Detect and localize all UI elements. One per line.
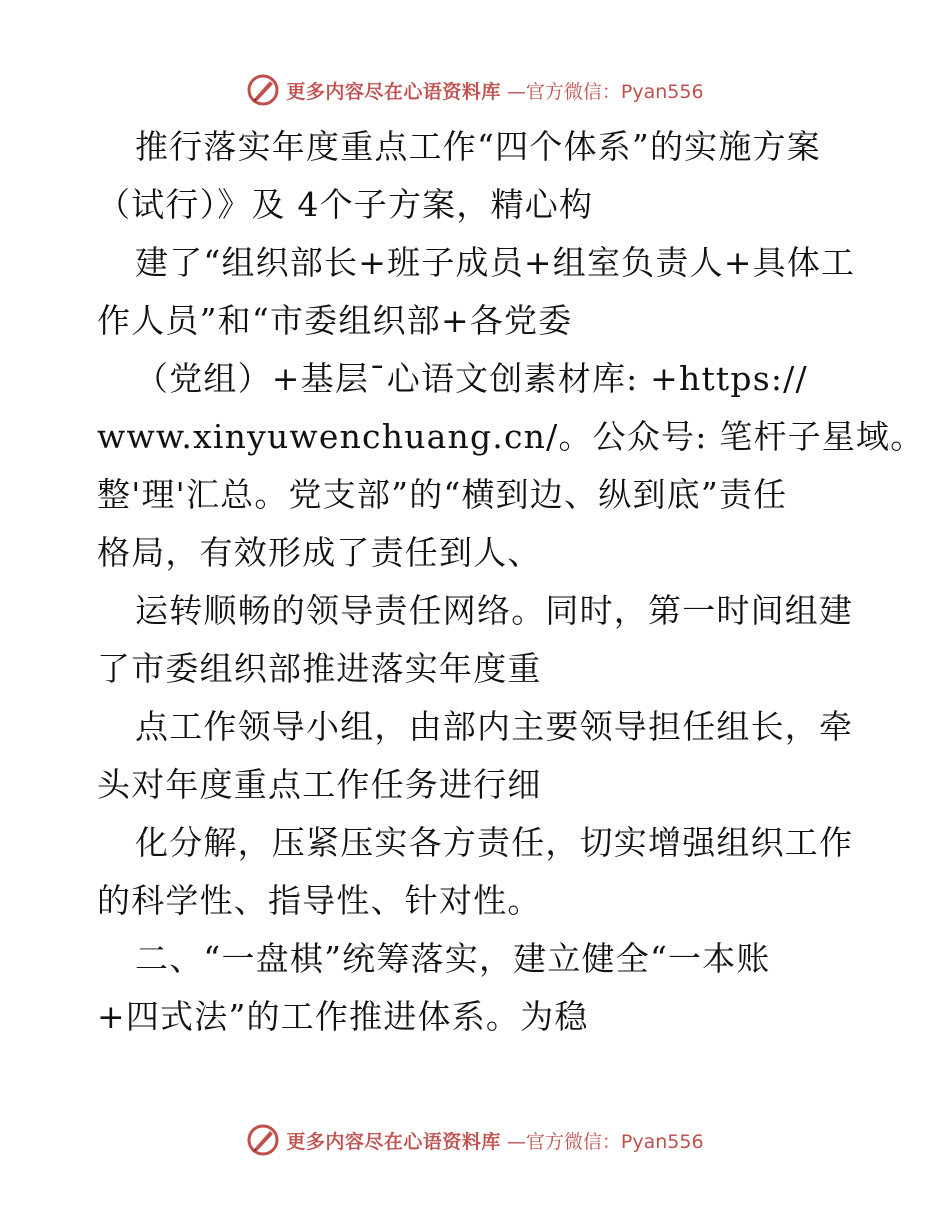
body-line: 头对年度重点工作任务进行细 xyxy=(97,765,542,804)
watermark-site-text: 更多内容尽在心语资料库 xyxy=(286,1130,501,1153)
footer-watermark xyxy=(0,1120,950,1160)
body-line: 了市委组织部推进落实年度重 xyxy=(97,649,542,688)
body-line: （党组）+基层¯心语文创素材库: +https:// xyxy=(135,359,808,398)
body-line: 的科学性、指导性、针对性。 xyxy=(97,881,542,920)
watermark-site-text: 更多内容尽在心语资料库 xyxy=(286,80,501,103)
body-line: 格局，有效形成了责任到人、 xyxy=(97,533,542,572)
body-line: 点工作领导小组，由部内主要领导担任组长，牵 xyxy=(135,707,854,746)
watermark-wechat-text: —官方微信：Pyan556 xyxy=(506,1130,704,1153)
watermark-wechat-text: —官方微信：Pyan556 xyxy=(506,80,704,103)
quill-pen-logo-icon xyxy=(246,73,280,107)
header-watermark xyxy=(0,70,950,110)
body-line: 建了“组织部长+班子成员+组室负责人+具体工 xyxy=(135,243,856,282)
body-line: 化分解，压紧压实各方责任，切实增强组织工作 xyxy=(135,823,854,862)
body-line: 二、“一盘棋”统筹落实，建立健全“一本账 xyxy=(135,939,771,978)
document-body xyxy=(97,118,925,1046)
body-line: 整'理'汇总。党支部”的“横到边、纵到底”责任 xyxy=(97,475,788,514)
body-line: +四式法”的工作推进体系。为稳 xyxy=(97,997,589,1036)
body-line: （试行）》及 4个子方案，精心构 xyxy=(97,185,594,224)
body-line: 运转顺畅的领导责任网络。同时，第一时间组建 xyxy=(135,591,854,630)
body-line: 推行落实年度重点工作“四个体系”的实施方案 xyxy=(135,127,821,166)
body-line: www.xinyuwenchuang.cn/。公众号: 笔杆子星域。 xyxy=(97,417,925,456)
quill-pen-logo-icon xyxy=(246,1123,280,1157)
body-line: 作人员”和“市委组织部+各党委 xyxy=(97,301,573,340)
